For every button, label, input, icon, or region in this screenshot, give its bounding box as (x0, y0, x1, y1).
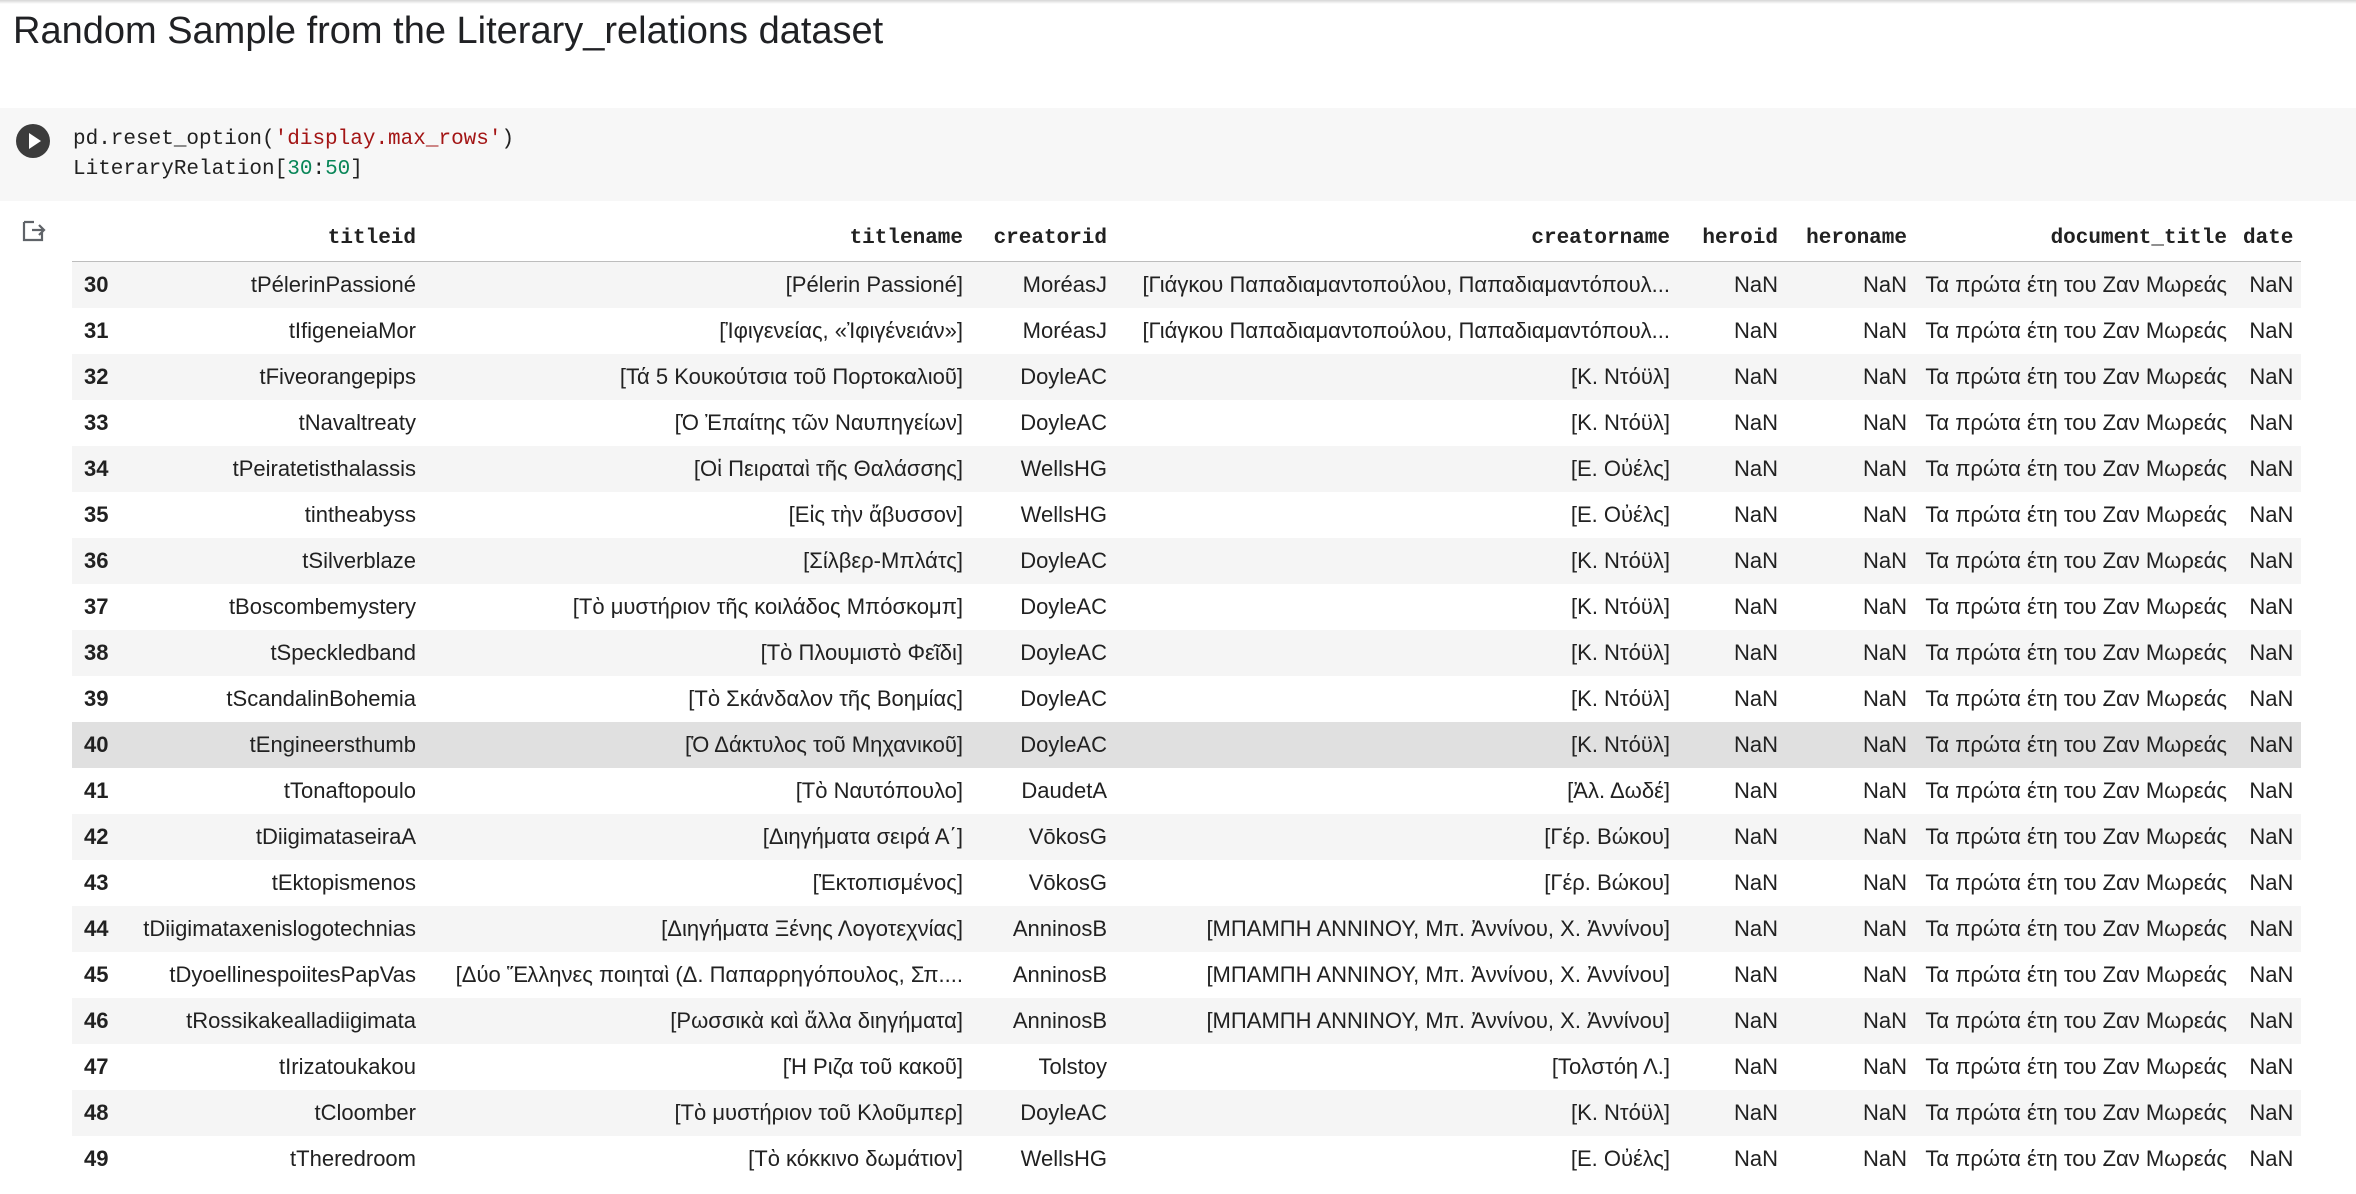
code-line-2: LiteraryRelation[30:50] (73, 158, 363, 181)
cell-heroid: NaN (1733, 778, 1778, 803)
cell-heroname: NaN (1862, 732, 1907, 757)
cell-document_title: Τα πρώτα έτη του Ζαν Μωρεάς (1925, 916, 2227, 941)
cell-creatorid: DoyleAC (1020, 1100, 1107, 1125)
column-header-heroid: heroid (1678, 215, 1786, 262)
top-shadow (0, 0, 2356, 4)
cell-heroname: NaN (1862, 1054, 1907, 1079)
cell-titlename: [Τά 5 Κουκούτσια τοῦ Πορτοκαλιοῦ] (619, 364, 963, 389)
cell-creatorname: [Κ. Ντόϋλ] (1571, 410, 1670, 435)
cell-date: NaN (2249, 548, 2294, 573)
cell-date: NaN (2249, 962, 2294, 987)
cell-titleid: tTonaftopoulo (283, 778, 416, 803)
cell-titleid: tPélerinPassioné (250, 272, 416, 297)
cell-heroid: NaN (1733, 364, 1778, 389)
cell-titleid: tDyoellinespoiitesPapVas (169, 962, 416, 987)
row-index: 30 (84, 272, 109, 297)
cell-creatorname: [Γιάγκου Παπαδιαμαντοπούλου, Παπαδιαμαντόπουλ... (1142, 272, 1670, 297)
cell-titlename: [Ὁ Δάκτυλος τοῦ Μηχανικοῦ] (685, 732, 963, 757)
column-header-heroname: heroname (1786, 215, 1915, 262)
cell-creatorname: [Γιάγκου Παπαδιαμαντοπούλου, Παπαδιαμαντόπουλ... (1142, 318, 1670, 343)
cell-titlename: [Τὸ Ναυτόπουλο] (795, 778, 963, 803)
cell-heroid: NaN (1733, 1008, 1778, 1033)
cell-titlename: [Ρωσσικὰ καὶ ἄλλα διηγήματα] (670, 1008, 963, 1033)
cell-titleid: tDiigimataxenislogotechnias (143, 916, 416, 941)
column-header-creatorname: creatorname (1115, 215, 1678, 262)
cell-date: NaN (2249, 916, 2294, 941)
cell-creatorid: AnninosB (1012, 1008, 1107, 1033)
cell-titleid: tRossikakealladiigimata (186, 1008, 416, 1033)
table-row (72, 262, 2301, 309)
row-index: 48 (84, 1100, 109, 1125)
cell-date: NaN (2249, 1146, 2294, 1171)
cell-date: NaN (2249, 732, 2294, 757)
table-row (72, 1136, 2301, 1182)
cell-heroid: NaN (1733, 1146, 1778, 1171)
cell-titlename: [Τὸ μυστήριον τῆς κοιλάδος Μπόσκομπ] (572, 594, 963, 619)
cell-titleid: tEngineersthumb (249, 732, 416, 757)
row-index: 42 (84, 824, 109, 849)
cell-creatorname: [ΜΠΑΜΠΗ ΑΝΝΙΝΟΥ, Μπ. Ἀννίνου, Χ. Ἀννίνου] (1206, 962, 1670, 987)
cell-heroid: NaN (1733, 456, 1778, 481)
cell-titlename: [Οἱ Πειραταὶ τῆς Θαλάσσης] (693, 456, 963, 481)
cell-date: NaN (2249, 824, 2294, 849)
cell-titlename: [Ἡ Ριζα τοῦ κακοῦ] (782, 1054, 963, 1079)
row-index: 38 (84, 640, 109, 665)
column-header-document_title: document_title (1915, 215, 2235, 262)
cell-document_title: Τα πρώτα έτη του Ζαν Μωρεάς (1925, 1008, 2227, 1033)
column-header-titlename: titlename (424, 215, 971, 262)
cell-creatorname: [Ε. Οὐέλς] (1570, 456, 1670, 481)
cell-heroname: NaN (1862, 272, 1907, 297)
table-row (72, 998, 2301, 1044)
table-row (72, 354, 2301, 400)
table-row (72, 768, 2301, 814)
cell-heroid: NaN (1733, 1100, 1778, 1125)
cell-heroname: NaN (1862, 870, 1907, 895)
cell-creatorname: [Τολστόη Λ.] (1551, 1054, 1670, 1079)
row-index: 47 (84, 1054, 109, 1079)
cell-document_title: Τα πρώτα έτη του Ζαν Μωρεάς (1925, 870, 2227, 895)
section-heading: Random Sample from the Literary_relations dataset (13, 10, 884, 52)
cell-heroname: NaN (1862, 318, 1907, 343)
cell-heroname: NaN (1862, 1008, 1907, 1033)
cell-heroname: NaN (1862, 778, 1907, 803)
row-index: 35 (84, 502, 109, 527)
cell-titleid: tFiveorangepips (259, 364, 416, 389)
cell-titlename: [Τὸ Πλουμιστὸ Φεῖδι] (760, 640, 963, 665)
cell-date: NaN (2249, 686, 2294, 711)
row-index: 36 (84, 548, 109, 573)
cell-titlename: [Ἐκτοπισμένος] (812, 870, 963, 895)
cell-document_title: Τα πρώτα έτη του Ζαν Μωρεάς (1925, 1146, 2227, 1171)
column-header-date: date (2235, 215, 2301, 262)
cell-heroname: NaN (1862, 594, 1907, 619)
cell-creatorid: DoyleAC (1020, 640, 1107, 665)
cell-titleid: tTheredroom (290, 1146, 416, 1171)
cell-titleid: tintheabyss (304, 502, 416, 527)
cell-titlename: [Ὁ Ἐπαίτης τῶν Ναυπηγείων] (674, 410, 963, 435)
dataframe-table (72, 215, 2301, 1182)
cell-titlename: [Εἰς τὴν ἄβυσσον] (788, 502, 963, 527)
row-index: 43 (84, 870, 109, 895)
table-row (72, 492, 2301, 538)
table-row (72, 814, 2301, 860)
cell-titleid: tEktopismenos (271, 870, 416, 895)
table-body (72, 262, 2301, 1183)
cell-date: NaN (2249, 272, 2294, 297)
cell-creatorname: [Κ. Ντόϋλ] (1571, 732, 1670, 757)
cell-document_title: Τα πρώτα έτη του Ζαν Μωρεάς (1925, 410, 2227, 435)
cell-heroid: NaN (1733, 962, 1778, 987)
cell-creatorid: WellsHG (1020, 456, 1107, 481)
cell-titlename: [Διηγήματα σειρά Α΄] (762, 824, 963, 849)
column-header-creatorid: creatorid (971, 215, 1115, 262)
cell-titleid: tCloomber (314, 1100, 416, 1125)
cell-creatorid: DoyleAC (1020, 594, 1107, 619)
cell-creatorid: DoyleAC (1020, 686, 1107, 711)
cell-creatorid: WellsHG (1020, 1146, 1107, 1171)
cell-titlename: [Διηγήματα Ξένης Λογοτεχνίας] (661, 916, 963, 941)
cell-creatorname: [Κ. Ντόϋλ] (1571, 364, 1670, 389)
cell-creatorid: WellsHG (1020, 502, 1107, 527)
cell-creatorid: AnninosB (1012, 916, 1107, 941)
row-index: 33 (84, 410, 109, 435)
row-index: 37 (84, 594, 109, 619)
row-index: 34 (84, 456, 109, 481)
cell-creatorname: [ΜΠΑΜΠΗ ΑΝΝΙΝΟΥ, Μπ. Ἀννίνου, Χ. Ἀννίνου] (1206, 916, 1670, 941)
cell-heroid: NaN (1733, 1054, 1778, 1079)
cell-creatorid: DoyleAC (1020, 364, 1107, 389)
cell-heroname: NaN (1862, 364, 1907, 389)
cell-creatorname: [Κ. Ντόϋλ] (1571, 548, 1670, 573)
cell-titlename: [Ἰφιγενείας, «Ἰφιγένειάν»] (719, 318, 963, 343)
table-header-row (72, 215, 2301, 262)
row-index: 45 (84, 962, 109, 987)
cell-heroname: NaN (1862, 548, 1907, 573)
cell-document_title: Τα πρώτα έτη του Ζαν Μωρεάς (1925, 1054, 2227, 1079)
cell-heroid: NaN (1733, 916, 1778, 941)
cell-document_title: Τα πρώτα έτη του Ζαν Μωρεάς (1925, 364, 2227, 389)
cell-heroid: NaN (1733, 548, 1778, 573)
cell-heroid: NaN (1733, 410, 1778, 435)
cell-date: NaN (2249, 870, 2294, 895)
cell-document_title: Τα πρώτα έτη του Ζαν Μωρεάς (1925, 778, 2227, 803)
cell-heroid: NaN (1733, 732, 1778, 757)
cell-heroid: NaN (1733, 824, 1778, 849)
cell-creatorname: [Κ. Ντόϋλ] (1571, 594, 1670, 619)
cell-creatorid: DoyleAC (1020, 410, 1107, 435)
cell-titleid: tIrizatoukakou (279, 1054, 416, 1079)
row-index: 46 (84, 1008, 109, 1033)
cell-titlename: [Τὸ μυστήριον τοῦ Κλοῦμπερ] (674, 1100, 963, 1125)
table-row (72, 860, 2301, 906)
cell-creatorname: [Γέρ. Βώκου] (1544, 870, 1670, 895)
row-index: 44 (84, 916, 109, 941)
table-row (72, 400, 2301, 446)
cell-heroname: NaN (1862, 1100, 1907, 1125)
table-row (72, 308, 2301, 354)
cell-creatorname: [Κ. Ντόϋλ] (1571, 1100, 1670, 1125)
cell-document_title: Τα πρώτα έτη του Ζαν Μωρεάς (1925, 548, 2227, 573)
cell-date: NaN (2249, 318, 2294, 343)
run-cell-button[interactable] (16, 124, 50, 158)
cell-date: NaN (2249, 410, 2294, 435)
cell-creatorid: MoréasJ (1022, 318, 1107, 343)
cell-creatorid: VōkosG (1028, 824, 1107, 849)
cell-document_title: Τα πρώτα έτη του Ζαν Μωρεάς (1925, 640, 2227, 665)
cell-creatorname: [Ε. Οὐέλς] (1570, 502, 1670, 527)
cell-titleid: tDiigimataseiraA (255, 824, 416, 849)
cell-document_title: Τα πρώτα έτη του Ζαν Μωρεάς (1925, 272, 2227, 297)
table-row (72, 676, 2301, 722)
cell-titleid: tSpeckledband (270, 640, 416, 665)
row-index: 39 (84, 686, 109, 711)
column-header-titleid: titleid (123, 215, 424, 262)
column-header-index (72, 215, 123, 262)
code-editor[interactable] (73, 125, 514, 185)
cell-heroname: NaN (1862, 640, 1907, 665)
cell-date: NaN (2249, 1100, 2294, 1125)
cell-heroid: NaN (1733, 640, 1778, 665)
cell-heroid: NaN (1733, 686, 1778, 711)
cell-document_title: Τα πρώτα έτη του Ζαν Μωρεάς (1925, 502, 2227, 527)
cell-titleid: tBoscombemystery (228, 594, 416, 619)
cell-heroname: NaN (1862, 686, 1907, 711)
cell-titleid: tIfigeneiaMor (288, 318, 416, 343)
table-row (72, 584, 2301, 630)
cell-creatorname: [Κ. Ντόϋλ] (1571, 686, 1670, 711)
table-row (72, 952, 2301, 998)
cell-creatorname: [ΜΠΑΜΠΗ ΑΝΝΙΝΟΥ, Μπ. Ἀννίνου, Χ. Ἀννίνου] (1206, 1008, 1670, 1033)
cell-heroid: NaN (1733, 272, 1778, 297)
cell-heroid: NaN (1733, 318, 1778, 343)
cell-titlename: [Τὸ Σκάνδαλον τῆς Βοημίας] (688, 686, 963, 711)
cell-creatorid: MoréasJ (1022, 272, 1107, 297)
code-line-1: pd.reset_option('display.max_rows') (73, 128, 515, 151)
cell-titlename: [Τὸ κόκκινο δωμάτιον] (748, 1146, 963, 1171)
cell-document_title: Τα πρώτα έτη του Ζαν Μωρεάς (1925, 962, 2227, 987)
cell-creatorname: [Ε. Οὐέλς] (1570, 1146, 1670, 1171)
cell-heroname: NaN (1862, 916, 1907, 941)
cell-heroname: NaN (1862, 824, 1907, 849)
table-row (72, 1044, 2301, 1090)
cell-date: NaN (2249, 1008, 2294, 1033)
cell-titleid: tSilverblaze (302, 548, 416, 573)
cell-creatorid: DoyleAC (1020, 548, 1107, 573)
cell-date: NaN (2249, 640, 2294, 665)
cell-document_title: Τα πρώτα έτη του Ζαν Μωρεάς (1925, 594, 2227, 619)
output-clear-icon[interactable] (20, 220, 48, 244)
cell-titlename: [Δύο Ἕλληνες ποιηταὶ (Δ. Παπαρρηγόπουλος, Σπ.... (455, 962, 963, 987)
cell-heroid: NaN (1733, 594, 1778, 619)
cell-creatorname: [Κ. Ντόϋλ] (1571, 640, 1670, 665)
cell-date: NaN (2249, 1054, 2294, 1079)
cell-document_title: Τα πρώτα έτη του Ζαν Μωρεάς (1925, 824, 2227, 849)
cell-creatorid: DaudetA (1021, 778, 1107, 803)
cell-heroname: NaN (1862, 456, 1907, 481)
cell-heroname: NaN (1862, 1146, 1907, 1171)
cell-date: NaN (2249, 778, 2294, 803)
cell-document_title: Τα πρώτα έτη του Ζαν Μωρεάς (1925, 1100, 2227, 1125)
cell-heroname: NaN (1862, 410, 1907, 435)
cell-creatorname: [Ἀλ. Δωδέ] (1567, 778, 1670, 803)
cell-heroname: NaN (1862, 962, 1907, 987)
cell-creatorname: [Γέρ. Βώκου] (1544, 824, 1670, 849)
cell-date: NaN (2249, 364, 2294, 389)
table-row (72, 906, 2301, 952)
row-index: 31 (84, 318, 109, 343)
cell-creatorid: Tolstoy (1038, 1054, 1107, 1079)
row-index: 49 (84, 1146, 109, 1171)
cell-titleid: tPeiratetisthalassis (232, 456, 416, 481)
cell-creatorid: DoyleAC (1020, 732, 1107, 757)
cell-date: NaN (2249, 502, 2294, 527)
cell-document_title: Τα πρώτα έτη του Ζαν Μωρεάς (1925, 318, 2227, 343)
cell-titleid: tNavaltreaty (298, 410, 416, 435)
table-row (72, 1090, 2301, 1136)
cell-titleid: tScandalinBohemia (226, 686, 416, 711)
cell-creatorid: AnninosB (1012, 962, 1107, 987)
cell-titlename: [Pélerin Passioné] (785, 272, 963, 297)
cell-document_title: Τα πρώτα έτη του Ζαν Μωρεάς (1925, 732, 2227, 757)
cell-heroid: NaN (1733, 870, 1778, 895)
row-index: 32 (84, 364, 109, 389)
table-row (72, 630, 2301, 676)
cell-date: NaN (2249, 594, 2294, 619)
cell-heroname: NaN (1862, 502, 1907, 527)
cell-document_title: Τα πρώτα έτη του Ζαν Μωρεάς (1925, 456, 2227, 481)
table-row (72, 538, 2301, 584)
table-row (72, 722, 2301, 768)
cell-date: NaN (2249, 456, 2294, 481)
cell-document_title: Τα πρώτα έτη του Ζαν Μωρεάς (1925, 686, 2227, 711)
row-index: 40 (84, 732, 109, 757)
cell-titlename: [Σίλβερ-Μπλάτς] (803, 548, 963, 573)
cell-creatorid: VōkosG (1028, 870, 1107, 895)
table-row (72, 446, 2301, 492)
cell-heroid: NaN (1733, 502, 1778, 527)
row-index: 41 (84, 778, 109, 803)
